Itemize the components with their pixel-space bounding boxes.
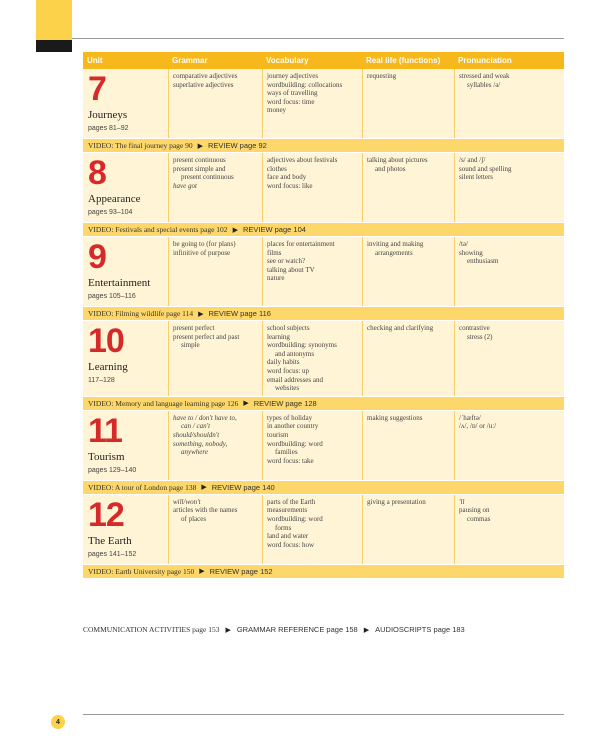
vocabulary-cell — [262, 321, 362, 396]
unit-pages: pages 129–140 — [88, 466, 137, 474]
unit-title: The Earth — [88, 534, 132, 547]
grammar-item: present perfect and past — [173, 332, 240, 341]
review-ref[interactable]: REVIEW page 116 — [208, 309, 271, 318]
video-review-row — [83, 223, 564, 237]
vocabulary-item: word focus: take — [267, 456, 314, 465]
real-life-cell — [362, 237, 454, 306]
vocabulary-item: clothes — [267, 164, 287, 173]
grammar-cell — [168, 411, 262, 480]
vocabulary-item: places for entertainment — [267, 240, 335, 248]
pronunciation-item: sound and spelling — [459, 164, 512, 173]
header-real-life: Real life (functions) — [366, 56, 441, 65]
grammar-item: be going to (for plans) — [173, 240, 236, 248]
unit-title: Journeys — [88, 109, 128, 121]
vocabulary-item: adjectives about festivals — [267, 156, 338, 164]
vocabulary-item: journey adjectives — [267, 72, 319, 80]
table-header — [83, 52, 564, 69]
real-life-item: checking and clarifying — [367, 324, 434, 332]
arrow-icon: ▶ — [243, 400, 249, 408]
unit-cell — [83, 153, 168, 222]
arrow-icon: ▶ — [201, 484, 207, 492]
unit-rows — [83, 69, 564, 579]
pronunciation-item: pausing on — [459, 506, 490, 515]
vocabulary-cell — [262, 237, 362, 306]
real-life-cell — [362, 153, 454, 222]
vocabulary-item: word focus: time — [267, 97, 315, 106]
pronunciation-cell — [454, 69, 564, 138]
grammar-item: present simple and — [173, 164, 226, 173]
vocabulary-item: talking about TV — [267, 265, 315, 274]
pronunciation-item: /tə/ — [459, 240, 468, 248]
unit-row — [83, 69, 564, 139]
real-life-item: giving a presentation — [367, 497, 426, 506]
pronunciation-cell — [454, 495, 564, 564]
arrow-icon: ▶ — [232, 226, 238, 234]
unit-title: Learning — [88, 361, 128, 373]
vocabulary-item: see or watch? — [267, 257, 306, 266]
vocabulary-item: forms — [275, 523, 292, 532]
vocabulary-item: wordbuilding: synonyms — [267, 341, 337, 350]
arrow-icon: ▶ — [198, 310, 204, 318]
grammar-cell — [168, 153, 262, 222]
vocabulary-item: films — [267, 248, 282, 257]
unit-number: 12 — [88, 495, 124, 534]
review-ref[interactable]: REVIEW page 140 — [211, 482, 275, 492]
pronunciation-item: /ʌ/, /ɒ/ or /uː/ — [459, 422, 497, 431]
grammar-item: present continuous — [181, 173, 234, 182]
unit-title: Tourism — [88, 450, 125, 463]
unit-number: 7 — [88, 70, 106, 108]
page-number-badge: 4 — [51, 715, 65, 729]
header-unit: Unit — [87, 56, 103, 65]
unit-pages: 117–128 — [88, 377, 115, 384]
vocabulary-item: tourism — [267, 430, 289, 439]
unit-number: 8 — [88, 154, 106, 192]
unit-pages: pages 141–152 — [88, 550, 137, 558]
pronunciation-item: stress (2) — [467, 332, 493, 341]
vocabulary-item: school subjects — [267, 324, 310, 332]
vocabulary-item: face and body — [267, 173, 307, 182]
video-review-row — [83, 481, 564, 495]
pronunciation-item: syllables /ə/ — [467, 80, 501, 89]
unit-row — [83, 153, 564, 223]
pronunciation-cell — [454, 237, 564, 306]
grammar-item: superlative adjectives — [173, 80, 234, 89]
unit-title: Entertainment — [88, 277, 151, 289]
video-review-row — [83, 565, 564, 579]
pronunciation-item: silent letters — [459, 173, 494, 182]
unit-row — [83, 237, 564, 307]
vocabulary-cell — [262, 495, 362, 564]
unit-row — [83, 321, 564, 397]
vocabulary-item: money — [267, 106, 287, 115]
grammar-item: infinitive of purpose — [173, 248, 231, 257]
unit-cell — [83, 321, 168, 396]
unit-cell — [83, 411, 168, 480]
grammar-item: will/won't — [173, 497, 201, 506]
unit-row — [83, 411, 564, 481]
communication-activities-ref[interactable]: COMMUNICATION ACTIVITIES page 153 — [83, 625, 220, 634]
grammar-item: comparative adjectives — [173, 72, 238, 80]
vocabulary-item: word focus: up — [267, 366, 309, 375]
vocabulary-cell — [262, 153, 362, 222]
unit-number: 9 — [88, 238, 106, 276]
vocabulary-item: learning — [267, 332, 290, 341]
pronunciation-item: commas — [467, 514, 491, 523]
video-ref[interactable]: VIDEO: Memory and language learning page 126 — [88, 398, 239, 408]
vocabulary-item: word focus: how — [267, 540, 315, 549]
header-grammar: Grammar — [172, 56, 208, 65]
vocabulary-item: in another country — [267, 422, 319, 431]
unit-pages: pages 93–104 — [88, 209, 133, 216]
vocabulary-item: parts of the Earth — [267, 497, 316, 506]
grammar-cell — [168, 321, 262, 396]
video-ref[interactable]: VIDEO: A tour of London page 138 — [88, 482, 197, 492]
grammar-item: simple — [181, 341, 200, 350]
pronunciation-cell — [454, 321, 564, 396]
grammar-item: should/shouldn't — [173, 430, 220, 439]
corner-tab-bar — [36, 40, 72, 52]
grammar-item: present perfect — [173, 324, 215, 332]
grammar-reference-ref[interactable]: GRAMMAR REFERENCE page 158 — [236, 625, 358, 634]
vocabulary-item: word focus: like — [267, 181, 313, 190]
real-life-cell — [362, 321, 454, 396]
grammar-item: something, nobody, — [173, 439, 228, 448]
real-life-item: making suggestions — [367, 413, 423, 422]
vocabulary-item: wordbuilding: collocations — [267, 80, 343, 89]
video-ref[interactable]: VIDEO: Earth University page 150 — [88, 566, 195, 576]
arrow-icon: ▶ — [363, 626, 370, 634]
vocabulary-cell — [262, 69, 362, 138]
unit-title: Appearance — [88, 193, 141, 205]
pronunciation-cell — [454, 411, 564, 480]
video-ref[interactable]: VIDEO: Filming wildlife page 114 — [88, 309, 194, 318]
grammar-item: can / can't — [181, 422, 211, 431]
real-life-item: arrangements — [375, 248, 413, 257]
review-ref[interactable]: REVIEW page 92 — [208, 141, 267, 150]
real-life-cell — [362, 69, 454, 138]
vocabulary-item: land and water — [267, 532, 309, 541]
grammar-cell — [168, 237, 262, 306]
arrow-icon: ▶ — [199, 568, 205, 576]
real-life-cell — [362, 495, 454, 564]
grammar-cell — [168, 495, 262, 564]
pronunciation-cell — [454, 153, 564, 222]
pronunciation-item: showing — [459, 248, 483, 257]
real-life-cell — [362, 411, 454, 480]
review-ref[interactable]: REVIEW page 128 — [253, 398, 317, 408]
vocabulary-item: email addresses and — [267, 375, 323, 384]
bottom-rule — [83, 714, 564, 715]
vocabulary-item: wordbuilding: word — [267, 439, 323, 448]
unit-pages: pages 105–116 — [88, 293, 136, 300]
pronunciation-item: 'll — [459, 497, 465, 506]
real-life-item: talking about pictures — [367, 156, 428, 164]
vocabulary-item: nature — [267, 274, 285, 283]
real-life-item: and photos — [375, 164, 406, 173]
vocabulary-item: daily habits — [267, 358, 300, 367]
grammar-item: have to / don't have to, — [173, 413, 237, 422]
vocabulary-item: and antonyms — [275, 349, 315, 358]
video-review-row — [83, 307, 564, 321]
unit-pages: pages 81–92 — [88, 125, 129, 132]
vocabulary-item: wordbuilding: word — [267, 514, 323, 523]
grammar-item: articles with the names — [173, 506, 238, 515]
video-ref[interactable]: VIDEO: The final journey page 90 — [88, 141, 193, 150]
footer-references — [83, 625, 465, 634]
grammar-item: anywhere — [181, 448, 208, 457]
unit-row — [83, 495, 564, 565]
arrow-icon: ▶ — [197, 142, 204, 150]
vocabulary-item: types of holiday — [267, 413, 313, 422]
pronunciation-item: stressed and weak — [459, 72, 510, 80]
pronunciation-item: enthusiasm — [467, 257, 499, 266]
real-life-item: requesting — [367, 72, 397, 80]
video-ref[interactable]: VIDEO: Festivals and special events page 102 — [88, 225, 228, 234]
header-pronunciation: Pronunciation — [458, 56, 512, 65]
vocabulary-item: measurements — [267, 506, 308, 515]
video-review-row — [83, 139, 564, 153]
review-ref[interactable]: REVIEW page 152 — [209, 566, 273, 576]
real-life-item: inviting and making — [367, 240, 424, 248]
vocabulary-cell — [262, 411, 362, 480]
unit-cell — [83, 495, 168, 564]
grammar-cell — [168, 69, 262, 138]
grammar-item: of places — [181, 514, 207, 523]
top-rule — [72, 38, 564, 39]
arrow-icon: ▶ — [225, 626, 231, 634]
audioscripts-ref[interactable]: AUDIOSCRIPTS page 183 — [375, 625, 465, 634]
video-review-row — [83, 397, 564, 411]
corner-tab — [36, 0, 72, 40]
pronunciation-item: /s/ and /ʃ/ — [459, 156, 486, 164]
vocabulary-item: families — [275, 448, 298, 457]
unit-cell — [83, 237, 168, 306]
vocabulary-item: ways of travelling — [267, 89, 318, 98]
grammar-item: present continuous — [173, 156, 226, 164]
header-vocabulary: Vocabulary — [266, 56, 309, 65]
grammar-item: have got — [173, 181, 197, 190]
unit-cell — [83, 69, 168, 138]
vocabulary-item: websites — [275, 384, 300, 393]
pronunciation-item: contrastive — [459, 324, 490, 332]
unit-number: 11 — [88, 411, 122, 450]
contents-table — [83, 52, 564, 579]
review-ref[interactable]: REVIEW page 104 — [242, 225, 306, 234]
unit-number: 10 — [88, 322, 124, 360]
pronunciation-item: /ˈhæftə/ — [459, 413, 481, 422]
